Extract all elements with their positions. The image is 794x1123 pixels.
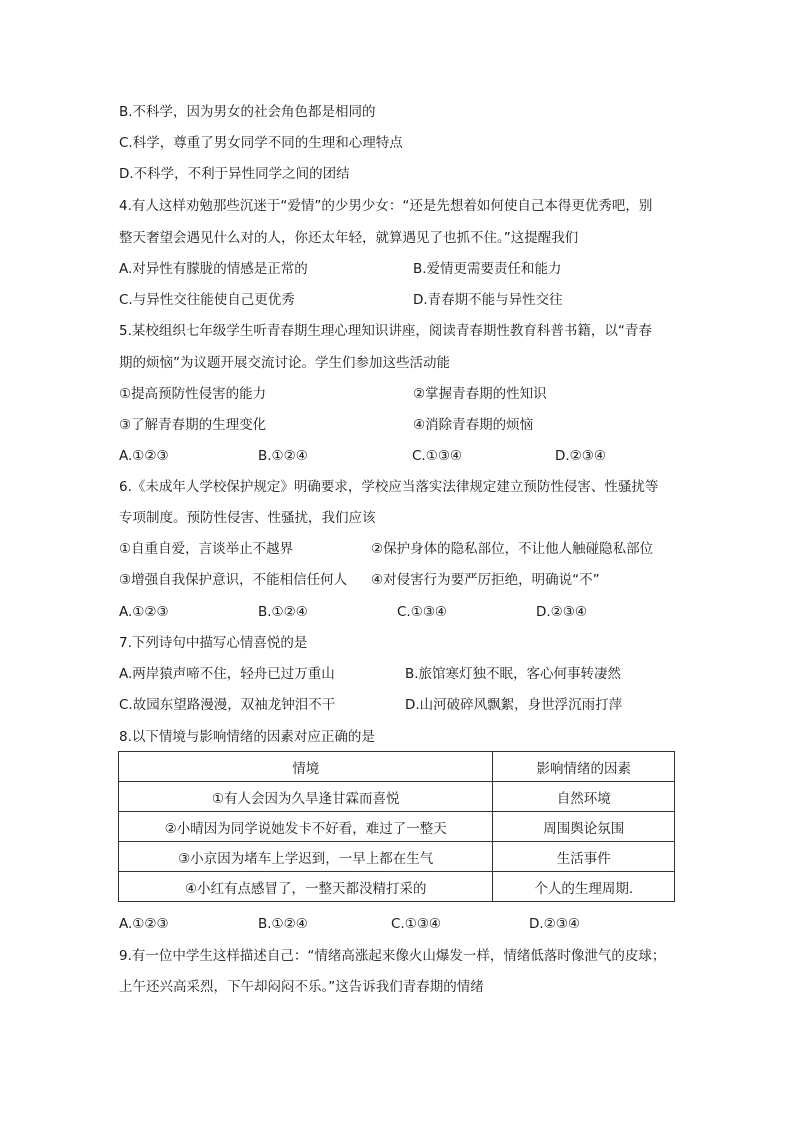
q3-option-c: C.科学，尊重了男女同学不同的生理和心理特点 — [119, 135, 403, 151]
q6-stem-line2: 专项制度。预防性侵害、性骚扰，我们应该 — [119, 510, 376, 526]
q8-option-c: C.①③④ — [391, 916, 442, 932]
q4-stem-line1: 4.有人这样劝勉那些沉迷于“爱情”的少男少女：“还是先想着如何使自己本得更优秀吧，别 — [119, 198, 653, 214]
q9-stem-line1: 9.有一位中学生这样描述自己：“情绪高涨起来像火山爆发一样，情绪低落时像泄气的皮球； — [119, 948, 666, 964]
table-cell: ④小红有点感冒了，一整天都没精打采的 — [119, 872, 493, 902]
q6-option-d: D.②③④ — [536, 604, 587, 620]
table-cell: ②小晴因为同学说她发卡不好看，难过了一整天 — [119, 812, 493, 842]
table-cell: 生活事件 — [493, 842, 675, 872]
table-row — [119, 782, 675, 812]
q5-statement-3: ③了解青春期的生理变化 — [119, 417, 267, 433]
q7-option-d: D.山河破碎风飘絮，身世浮沉雨打萍 — [405, 697, 623, 713]
table-cell: ③小京因为堵车上学迟到，一早上都在生气 — [119, 842, 493, 872]
table-cell: 自然环境 — [493, 782, 675, 812]
q4-stem-line2: 整天奢望会遇见什么对的人，你还太年轻，就算遇见了也抓不住。”这提醒我们 — [119, 230, 579, 246]
q8-option-b: B.①②④ — [258, 916, 308, 932]
q7-option-c: C.故园东望路漫漫，双袖龙钟泪不干 — [119, 697, 336, 713]
q6-statement-2: ②保护身体的隐私部位，不让他人触碰隐私部位 — [371, 541, 654, 557]
q6-statement-1: ①自重自爱，言谈举止不越界 — [119, 541, 294, 557]
q8-option-a: A.①②③ — [119, 916, 169, 932]
table-cell: 周围舆论氛围 — [493, 812, 675, 842]
table-row — [119, 872, 675, 902]
table-cell: ①有人会因为久旱逢甘霖而喜悦 — [119, 782, 493, 812]
q6-option-c: C.①③④ — [397, 604, 448, 620]
q5-stem-line2: 期的烦恼”为议题开展交流讨论。学生们参加这些活动能 — [119, 355, 450, 371]
q5-option-d: D.②③④ — [555, 448, 606, 464]
table-header-row — [119, 752, 675, 782]
q6-statement-3: ③增强自我保护意识，不能相信任何人 — [119, 572, 348, 588]
q3-option-d: D.不科学，不利于异性同学之间的团结 — [119, 166, 350, 182]
q7-stem: 7.下列诗句中描写心情喜悦的是 — [119, 635, 308, 651]
q8-stem: 8.以下情境与影响情绪的因素对应正确的是 — [119, 729, 375, 745]
q5-statement-2: ②掌握青春期的性知识 — [413, 386, 547, 402]
q6-option-b: B.①②④ — [258, 604, 308, 620]
q5-stem-line1: 5.某校组织七年级学生听青春期生理心理知识讲座，阅读青春期性教育科普书籍，以“青春 — [119, 323, 652, 339]
q7-option-a: A.两岸猿声啼不住，轻舟已过万重山 — [119, 666, 335, 682]
q4-option-d: D.青春期不能与异性交往 — [413, 292, 563, 308]
q4-option-b: B.爱情更需要责任和能力 — [413, 261, 562, 277]
q6-option-a: A.①②③ — [119, 604, 169, 620]
q5-statement-4: ④消除青春期的烦恼 — [413, 417, 534, 433]
table-header: 情境 — [119, 752, 493, 782]
table-cell: 个人的生理周期. — [493, 872, 675, 902]
q4-option-c: C.与异性交往能使自己更优秀 — [119, 292, 295, 308]
q3-option-b: B.不科学，因为男女的社会角色都是相同的 — [119, 104, 376, 120]
q5-option-c: C.①③④ — [412, 448, 463, 464]
q4-option-a: A.对异性有朦胧的情感是正常的 — [119, 261, 308, 277]
q9-stem-line2: 上午还兴高采烈，下午却闷闷不乐。”这告诉我们青春期的情绪 — [119, 979, 484, 995]
q5-option-b: B.①②④ — [258, 448, 308, 464]
table-row — [119, 812, 675, 842]
table-header: 影响情绪的因素 — [493, 752, 675, 782]
q8-option-d: D.②③④ — [529, 916, 580, 932]
table-row — [119, 842, 675, 872]
q5-option-a: A.①②③ — [119, 448, 169, 464]
q6-statement-4: ④对侵害行为要严厉拒绝，明确说“不” — [371, 572, 600, 588]
q6-stem-line1: 6.《未成年人学校保护规定》明确要求，学校应当落实法律规定建立预防性侵害、性骚扰等 — [119, 479, 659, 495]
q5-statement-1: ①提高预防性侵害的能力 — [119, 386, 267, 402]
q7-option-b: B.旅馆寒灯独不眠，客心何事转凄然 — [405, 666, 622, 682]
q8-table — [118, 751, 675, 902]
